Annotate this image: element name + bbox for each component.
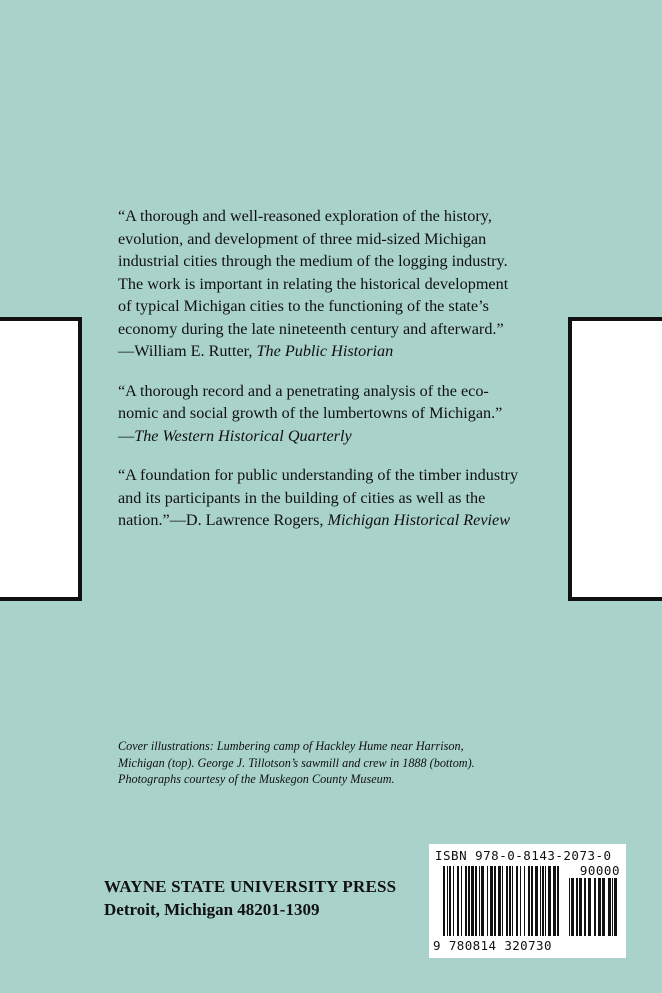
quote-rutter [118, 205, 538, 363]
quote-western [118, 380, 538, 448]
barcode-bar [457, 866, 459, 936]
barcode-bar [608, 878, 611, 936]
review-quotes [118, 205, 538, 549]
attribution-name: —William E. Rutter, [118, 342, 257, 360]
barcode-bar [461, 866, 462, 936]
quote-line: economy during the late nineteenth century and afterward.” [118, 319, 504, 338]
publisher-city: Detroit, Michigan 48201-1309 [104, 900, 320, 919]
barcode-bar [516, 866, 518, 936]
caption-line: Michigan (top). George J. Tillotson’s sawmill and crew in 1888 (bottom). [118, 755, 475, 770]
quote-line: nomic and social growth of the lumbertowns of Michigan.” [118, 404, 503, 422]
attribution-dash: — [118, 426, 135, 445]
barcode-bar [481, 866, 484, 936]
attribution-source: The Western Historical Quarterly [134, 426, 352, 445]
quote-line: industrial cities through the medium of the logging industry. [118, 252, 508, 270]
price-addon-digits: 90000 [579, 863, 620, 878]
barcode-bar [487, 866, 488, 936]
isbn-barcode [429, 844, 626, 958]
barcode-bar [542, 866, 544, 936]
barcode-bar [498, 866, 501, 936]
barcode-bar [479, 866, 480, 936]
barcode-bar [471, 866, 474, 936]
barcode-bar [528, 866, 530, 936]
quote-line: “A thorough record and a penetrating analysis of the eco- [118, 381, 489, 400]
left-white-panel [0, 317, 82, 601]
quote-attribution [118, 509, 538, 532]
barcode-bar [453, 866, 454, 936]
barcode-bar [540, 866, 541, 936]
publisher-name: WAYNE STATE UNIVERSITY PRESS [104, 877, 397, 896]
attribution-name: nation.”—D. Lawrence Rogers, [118, 511, 328, 529]
barcode-bar [490, 866, 493, 936]
barcode-bar [584, 878, 586, 936]
barcode-bar [548, 866, 551, 936]
barcode-bar [465, 866, 467, 936]
attribution-source: The Public Historian [256, 342, 394, 360]
barcode-bar [535, 866, 538, 936]
isbn-text: ISBN 978-0-8143-2073-0 [435, 848, 612, 863]
barcode-bar [443, 866, 445, 936]
publisher-block [104, 876, 396, 922]
barcode-bar [475, 866, 477, 936]
quote-rogers [118, 464, 538, 532]
caption-line: Cover illustrations: Lumbering camp of Hackley Hume near Harrison, [118, 739, 464, 753]
barcode-bar [594, 878, 596, 936]
barcode-bar [576, 878, 578, 936]
barcode-bar [602, 878, 605, 936]
ean-digits: 9 780814 320730 [433, 938, 552, 953]
quote-line: “A foundation for public understanding of the timber industry [118, 466, 519, 484]
barcode-bar [579, 878, 582, 936]
barcode-bar [569, 878, 570, 936]
barcode-bar [614, 878, 617, 936]
barcode-bar [502, 866, 503, 936]
barcode-bar [509, 866, 511, 936]
barcode-bar [553, 866, 556, 936]
barcode-bar [598, 878, 601, 936]
barcode-bar [468, 866, 470, 936]
quote-line: evolution, and development of three mid-sized Michigan [118, 229, 487, 248]
caption-line: Photographs courtesy of the Muskegon County Museum. [118, 772, 395, 786]
right-white-panel [568, 317, 662, 601]
barcode-bar [612, 878, 613, 936]
barcode-bar [524, 866, 525, 936]
barcode-bar [447, 866, 448, 936]
quote-line: The work is important in relating the historical development [118, 274, 509, 293]
quote-line: of typical Michigan cities to the functioning of the state’s [118, 297, 489, 315]
barcode-bar [531, 866, 533, 936]
barcode-bar [571, 878, 574, 936]
barcode-bar [545, 866, 546, 936]
cover-caption [118, 738, 538, 788]
barcode-bar [494, 866, 496, 936]
barcode-bar [506, 866, 508, 936]
barcode-bar [449, 866, 451, 936]
attribution-source: Michigan Historical Review [327, 511, 510, 529]
barcode-bar [557, 866, 559, 936]
quote-attribution [118, 425, 538, 448]
barcode-bar [512, 866, 513, 936]
barcode-bar [520, 866, 521, 936]
quote-line: and its participants in the building of cities as well as the [118, 488, 486, 507]
quote-attribution [118, 340, 538, 363]
barcode-bar [588, 878, 591, 936]
quote-line: “A thorough and well-reasoned exploration of the history, [118, 207, 492, 225]
